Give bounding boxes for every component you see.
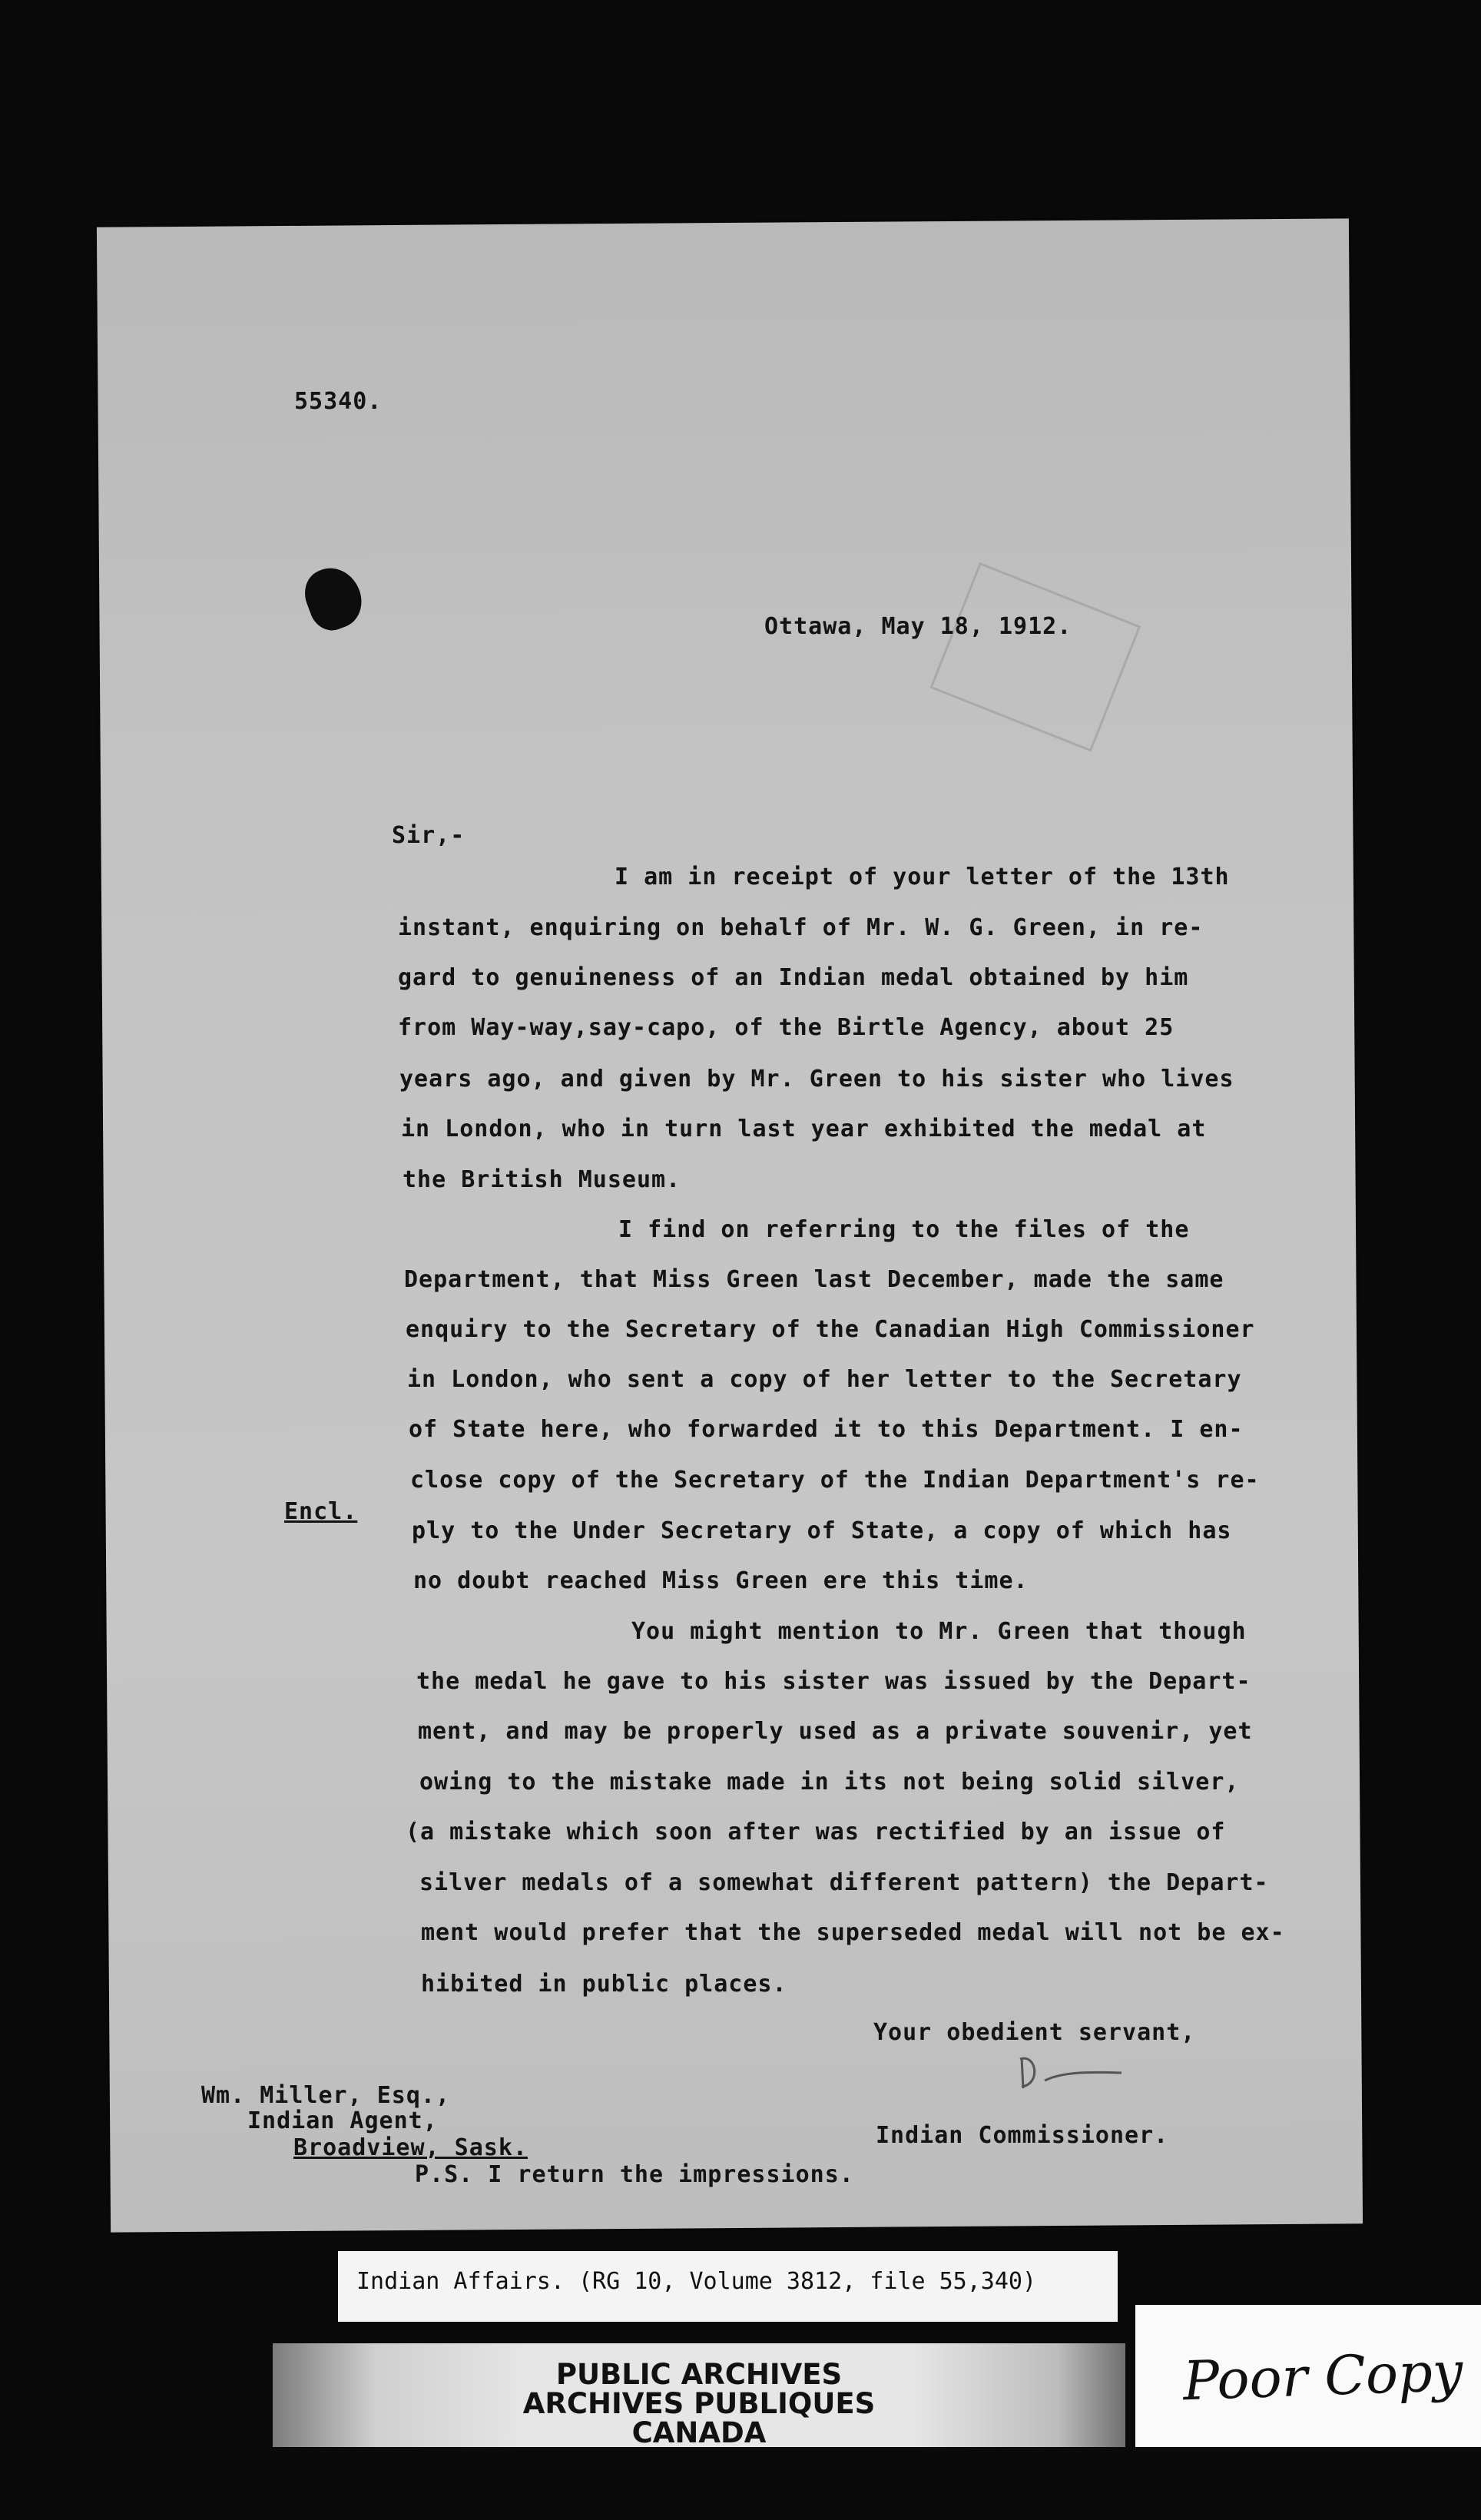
salutation: Sir,- bbox=[392, 822, 466, 849]
archives-line: CANADA bbox=[631, 2416, 767, 2449]
dateline: Ottawa, May 18, 1912. bbox=[764, 613, 1072, 640]
body-line: the medal he gave to his sister was issued by the Depart- bbox=[416, 1668, 1251, 1695]
body-line: hibited in public places. bbox=[421, 1971, 787, 1998]
body-line: (a mistake which soon after was rectified by an issue of bbox=[406, 1819, 1226, 1845]
body-line: in London, who sent a copy of her letter to the Secretary bbox=[407, 1366, 1242, 1393]
archives-line: PUBLIC ARCHIVES bbox=[555, 2358, 843, 2391]
body-line: I find on referring to the files of the bbox=[618, 1216, 1190, 1243]
body-line: ment would prefer that the superseded medal will not be ex- bbox=[421, 1919, 1285, 1946]
body-line: silver medals of a somewhat different pattern) the Depart- bbox=[419, 1869, 1269, 1896]
punch-hole bbox=[298, 560, 369, 636]
body-line: in London, who in turn last year exhibited the medal at bbox=[401, 1116, 1207, 1142]
addressee-place: Broadview, Sask. bbox=[293, 2134, 528, 2161]
body-line: no doubt reached Miss Green ere this time. bbox=[413, 1567, 1029, 1594]
body-line: ply to the Under Secretary of State, a copy of which has bbox=[412, 1517, 1232, 1544]
signature-initials bbox=[1014, 2050, 1129, 2092]
addressee-role: Indian Agent, bbox=[247, 2107, 438, 2134]
body-line: of State here, who forwarded it to this Department. I en- bbox=[409, 1416, 1244, 1443]
faded-stamp bbox=[929, 562, 1141, 752]
body-line: instant, enquiring on behalf of Mr. W. G. Green, in re- bbox=[398, 914, 1204, 941]
archive-reference-label: Indian Affairs. (RG 10, Volume 3812, file 55,340) bbox=[338, 2251, 1118, 2322]
body-line: close copy of the Secretary of the Indian Department's re- bbox=[410, 1467, 1260, 1494]
body-line: owing to the mistake made in its not being solid silver, bbox=[419, 1769, 1240, 1796]
body-line: the British Museum. bbox=[403, 1166, 681, 1193]
body-line: gard to genuineness of an Indian medal obtained by him bbox=[398, 964, 1189, 991]
body-line: from Way-way,say-capo, of the Birtle Agency, about 25 bbox=[398, 1014, 1175, 1041]
postscript: P.S. I return the impressions. bbox=[415, 2161, 854, 2188]
addressee-name: Wm. Miller, Esq., bbox=[201, 2082, 451, 2109]
enclosure-note: Encl. bbox=[284, 1498, 358, 1525]
body-line: Department, that Miss Green last December, made the same bbox=[404, 1266, 1224, 1293]
poor-copy-note bbox=[1135, 2305, 1481, 2447]
archives-stamp bbox=[273, 2343, 1125, 2447]
body-line: enquiry to the Secretary of the Canadian High Commissioner bbox=[406, 1316, 1255, 1343]
archives-line: ARCHIVES PUBLIQUES bbox=[522, 2387, 876, 2420]
body-line: You might mention to Mr. Green that though bbox=[631, 1618, 1247, 1645]
body-line: I am in receipt of your letter of the 13th bbox=[615, 864, 1230, 890]
body-line: ment, and may be properly used as a private souvenir, yet bbox=[418, 1718, 1253, 1745]
signer-title: Indian Commissioner. bbox=[876, 2122, 1169, 2149]
closing: Your obedient servant, bbox=[873, 2019, 1196, 2046]
body-line: years ago, and given by Mr. Green to his sister who lives bbox=[399, 1066, 1234, 1093]
handwritten-note: Poor Copy bbox=[1181, 2339, 1464, 2413]
file-number: 55340. bbox=[294, 388, 383, 415]
